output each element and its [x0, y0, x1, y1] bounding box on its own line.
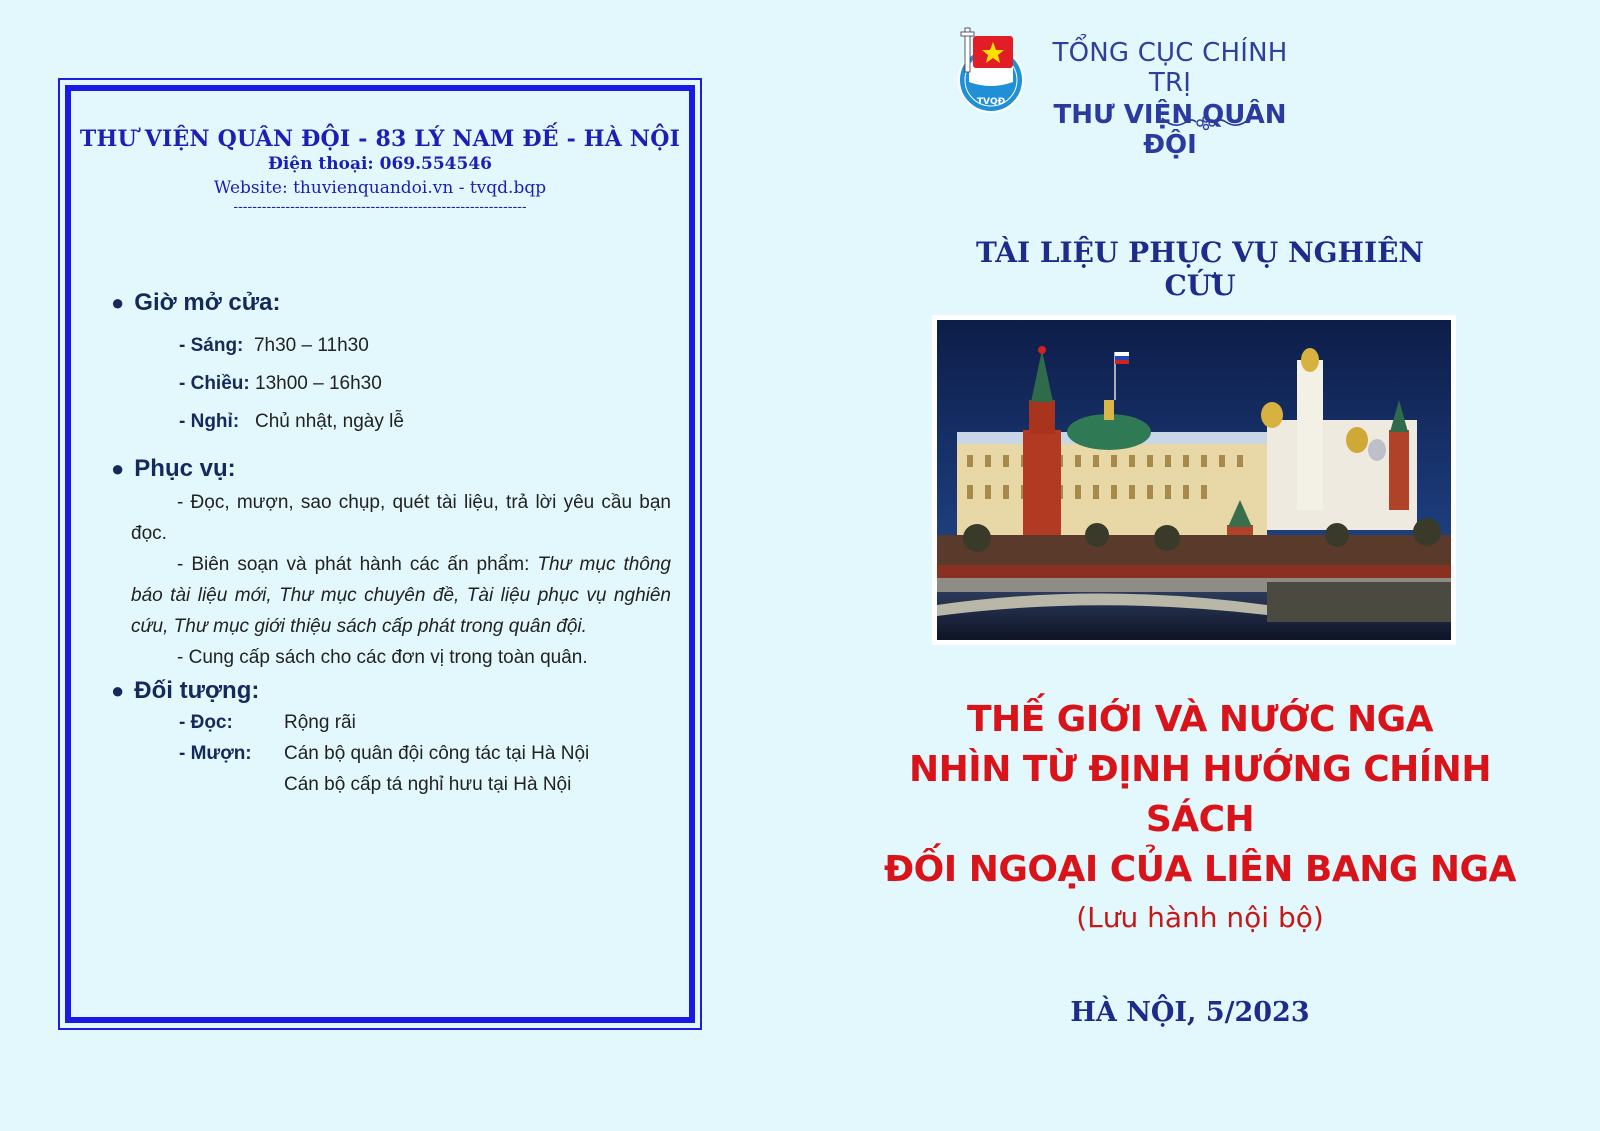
document-title: [860, 695, 1540, 934]
document-type: TÀI LIỆU PHỤC VỤ NGHIÊN CỨU: [975, 236, 1424, 302]
service-item-publications: [131, 549, 671, 642]
hours-row-afternoon: [179, 373, 671, 395]
org-line-1: TỔNG CỤC CHÍNH TRỊ: [1052, 38, 1288, 98]
service-item: - Đọc, mượn, sao chụp, quét tài liệu, trả lời yêu cầu bạn đọc.: [131, 492, 671, 544]
bullet-icon: ●: [111, 290, 125, 315]
audience-read-row: [179, 707, 671, 738]
title-line-3: ĐỐI NGOẠI CỦA LIÊN BANG NGA: [884, 849, 1516, 890]
services-heading: [111, 455, 671, 483]
service-text: - Biên soạn và phát hành các ấn phẩm:: [177, 554, 538, 575]
service-item: - Cung cấp sách cho các đơn vị trong toàn quân.: [177, 647, 588, 668]
publication-list: Thư mục thông báo tài liệu mới, Thư mục chuyên đề, Tài liệu phục vụ nghiên cứu, Thư mục giới thiệu sách cấp phát trong quân đội.: [131, 554, 671, 637]
audience-borrow-value: Cán bộ quân đội công tác tại Hà Nội: [284, 743, 590, 764]
hours-row-morning: [179, 335, 671, 357]
audience-borrow-row: [179, 738, 671, 769]
bullet-icon: ●: [111, 456, 125, 481]
audience-read-value: Rộng rãi: [284, 712, 356, 733]
info-content: [111, 289, 671, 800]
header-divider: --------------------------------------------------------------: [233, 199, 527, 215]
hours-value: Chủ nhật, ngày lễ: [255, 411, 404, 432]
hours-label: - Sáng:: [179, 335, 244, 356]
opening-hours-label: Giờ mở cửa:: [134, 289, 281, 316]
hours-label: - Chiều:: [179, 373, 250, 394]
hours-row-closed: [179, 411, 671, 433]
opening-hours-heading: [111, 289, 671, 317]
title-line-2: NHÌN TỪ ĐỊNH HƯỚNG CHÍNH SÁCH: [909, 749, 1491, 840]
place-and-date: HÀ NỘI, 5/2023: [1070, 997, 1310, 1028]
moscow-kremlin-photo: [937, 320, 1451, 640]
library-phone: Điện thoại: 069.554546: [267, 154, 492, 174]
audience-label: Đối tượng:: [134, 677, 260, 704]
spacer: [179, 769, 284, 800]
audience-read-label: - Đọc:: [179, 712, 233, 733]
emblem-text: TVQĐ: [976, 97, 1006, 107]
audience-borrow-row-2: [179, 769, 671, 800]
ornament-divider-icon: [1160, 112, 1252, 132]
audience-borrow-label: - Mượn:: [179, 743, 252, 764]
info-panel: [58, 78, 702, 1030]
library-emblem-icon: [951, 22, 1031, 114]
hours-value: 7h30 – 11h30: [253, 335, 369, 356]
organization-header: [1040, 38, 1300, 160]
cover-photo-frame: [932, 315, 1456, 645]
title-line-1: THẾ GIỚI VÀ NƯỚC NGA: [966, 699, 1434, 740]
hours-value: 13h00 – 16h30: [255, 373, 382, 394]
org-line-2: THƯ VIỆN QUÂN ĐỘI: [1053, 100, 1287, 160]
hours-label: - Nghỉ:: [179, 411, 240, 432]
circulation-note: (Lưu hành nội bộ): [1076, 901, 1324, 934]
library-header: [71, 126, 689, 214]
library-address-title: THƯ VIỆN QUÂN ĐỘI - 83 LÝ NAM ĐẾ - HÀ NỘI: [79, 126, 681, 152]
audience-heading: [111, 677, 671, 705]
library-website: Website: thuvienquandoi.vn - tvqd.bqp: [213, 178, 547, 198]
info-panel-inner: [65, 85, 695, 1023]
audience-borrow-value: Cán bộ cấp tá nghỉ hưu tại Hà Nội: [284, 774, 572, 795]
bullet-icon: ●: [111, 678, 125, 703]
services-label: Phục vụ:: [134, 455, 236, 482]
